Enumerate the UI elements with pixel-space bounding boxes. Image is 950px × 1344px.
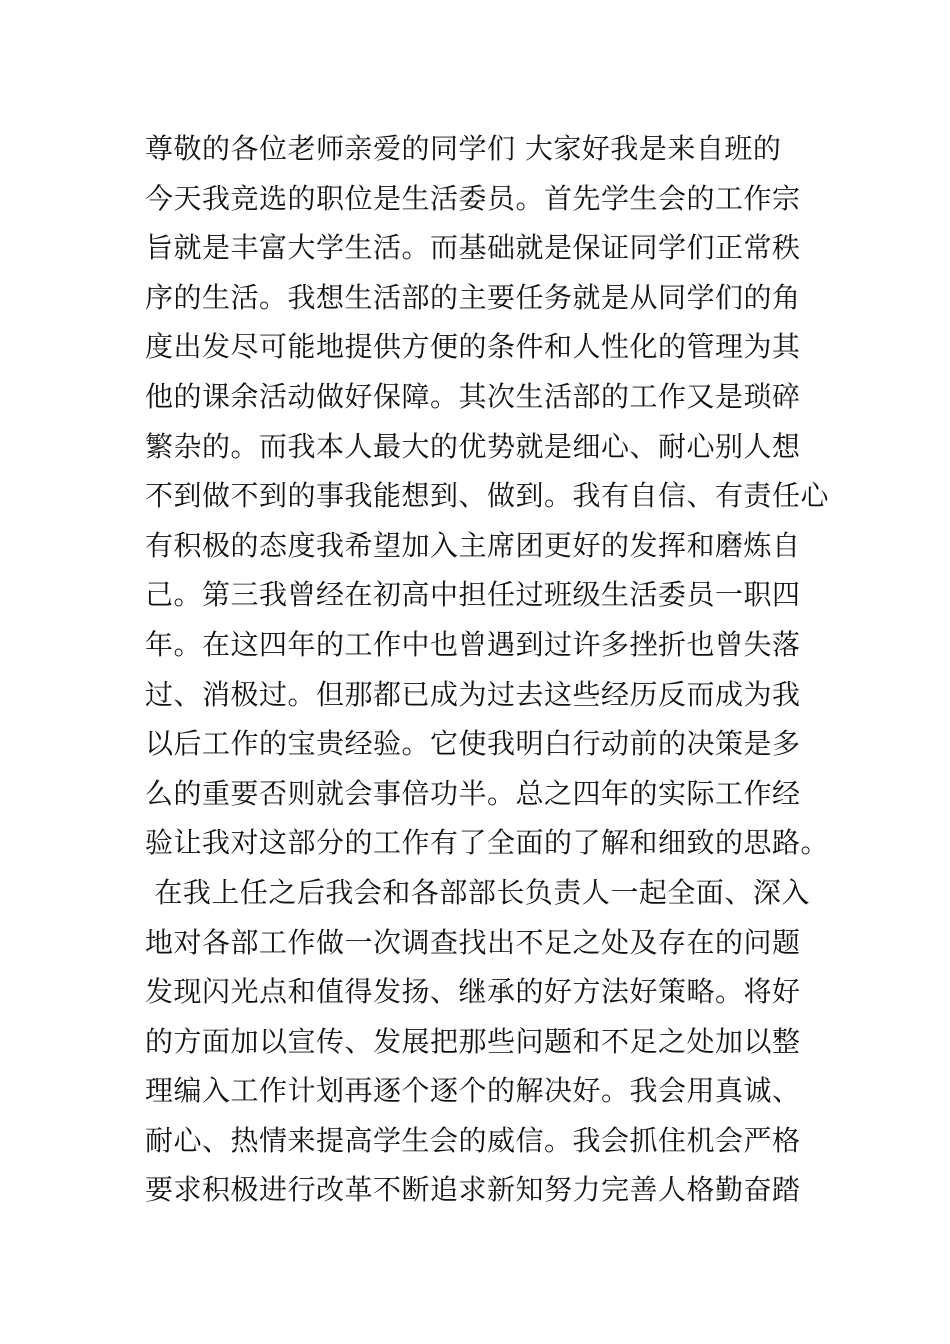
text-line: 要求积极进行改革不断追求新知努力完善人格勤奋踏 (145, 1173, 801, 1207)
text-line: 过、消极过。但那都已成为过去这些经历反而成为我 (145, 677, 801, 711)
text-line: 度出发尽可能地提供方便的条件和人性化的管理为其 (145, 330, 801, 364)
speech-text-block (145, 124, 845, 1215)
text-line: 己。第三我曾经在初高中担任过班级生活委员一职四 (145, 578, 801, 612)
text-line: 序的生活。我想生活部的主要任务就是从同学们的角 (145, 280, 801, 314)
text-line: 有积极的态度我希望加入主席团更好的发挥和磨炼自 (145, 528, 801, 562)
text-line: 地对各部工作做一次调查找出不足之处及存在的问题 (145, 925, 801, 959)
text-line: 的方面加以宣传、发展把那些问题和不足之处加以整 (145, 1024, 801, 1058)
text-line: 发现闪光点和值得发扬、继承的好方法好策略。将好 (145, 975, 801, 1009)
text-line: 繁杂的。而我本人最大的优势就是细心、耐心别人想 (145, 429, 801, 463)
text-line: 今天我竞选的职位是生活委员。首先学生会的工作宗 (145, 181, 801, 215)
text-line: 年。在这四年的工作中也曾遇到过许多挫折也曾失落 (145, 627, 801, 661)
text-line: 以后工作的宝贵经验。它使我明白行动前的决策是多 (145, 727, 801, 761)
text-line: 理编入工作计划再逐个逐个的解决好。我会用真诚、 (145, 1074, 801, 1108)
text-line: 不到做不到的事我能想到、做到。我有自信、有责任心 (145, 479, 830, 513)
text-line: 在我上任之后我会和各部部长负责人一起全面、深入 (145, 875, 810, 909)
text-line: 验让我对这部分的工作有了全面的了解和细致的思路。 (145, 826, 830, 860)
text-line: 耐心、热情来提高学生会的威信。我会抓住机会严格 (145, 1123, 801, 1157)
text-line: 他的课余活动做好保障。其次生活部的工作又是琐碎 (145, 379, 801, 413)
text-line: 旨就是丰富大学生活。而基础就是保证同学们正常秩 (145, 231, 801, 265)
text-line: 么的重要否则就会事倍功半。总之四年的实际工作经 (145, 776, 801, 810)
text-line: 尊敬的各位老师亲爱的同学们 大家好我是来自班的 (145, 132, 782, 165)
